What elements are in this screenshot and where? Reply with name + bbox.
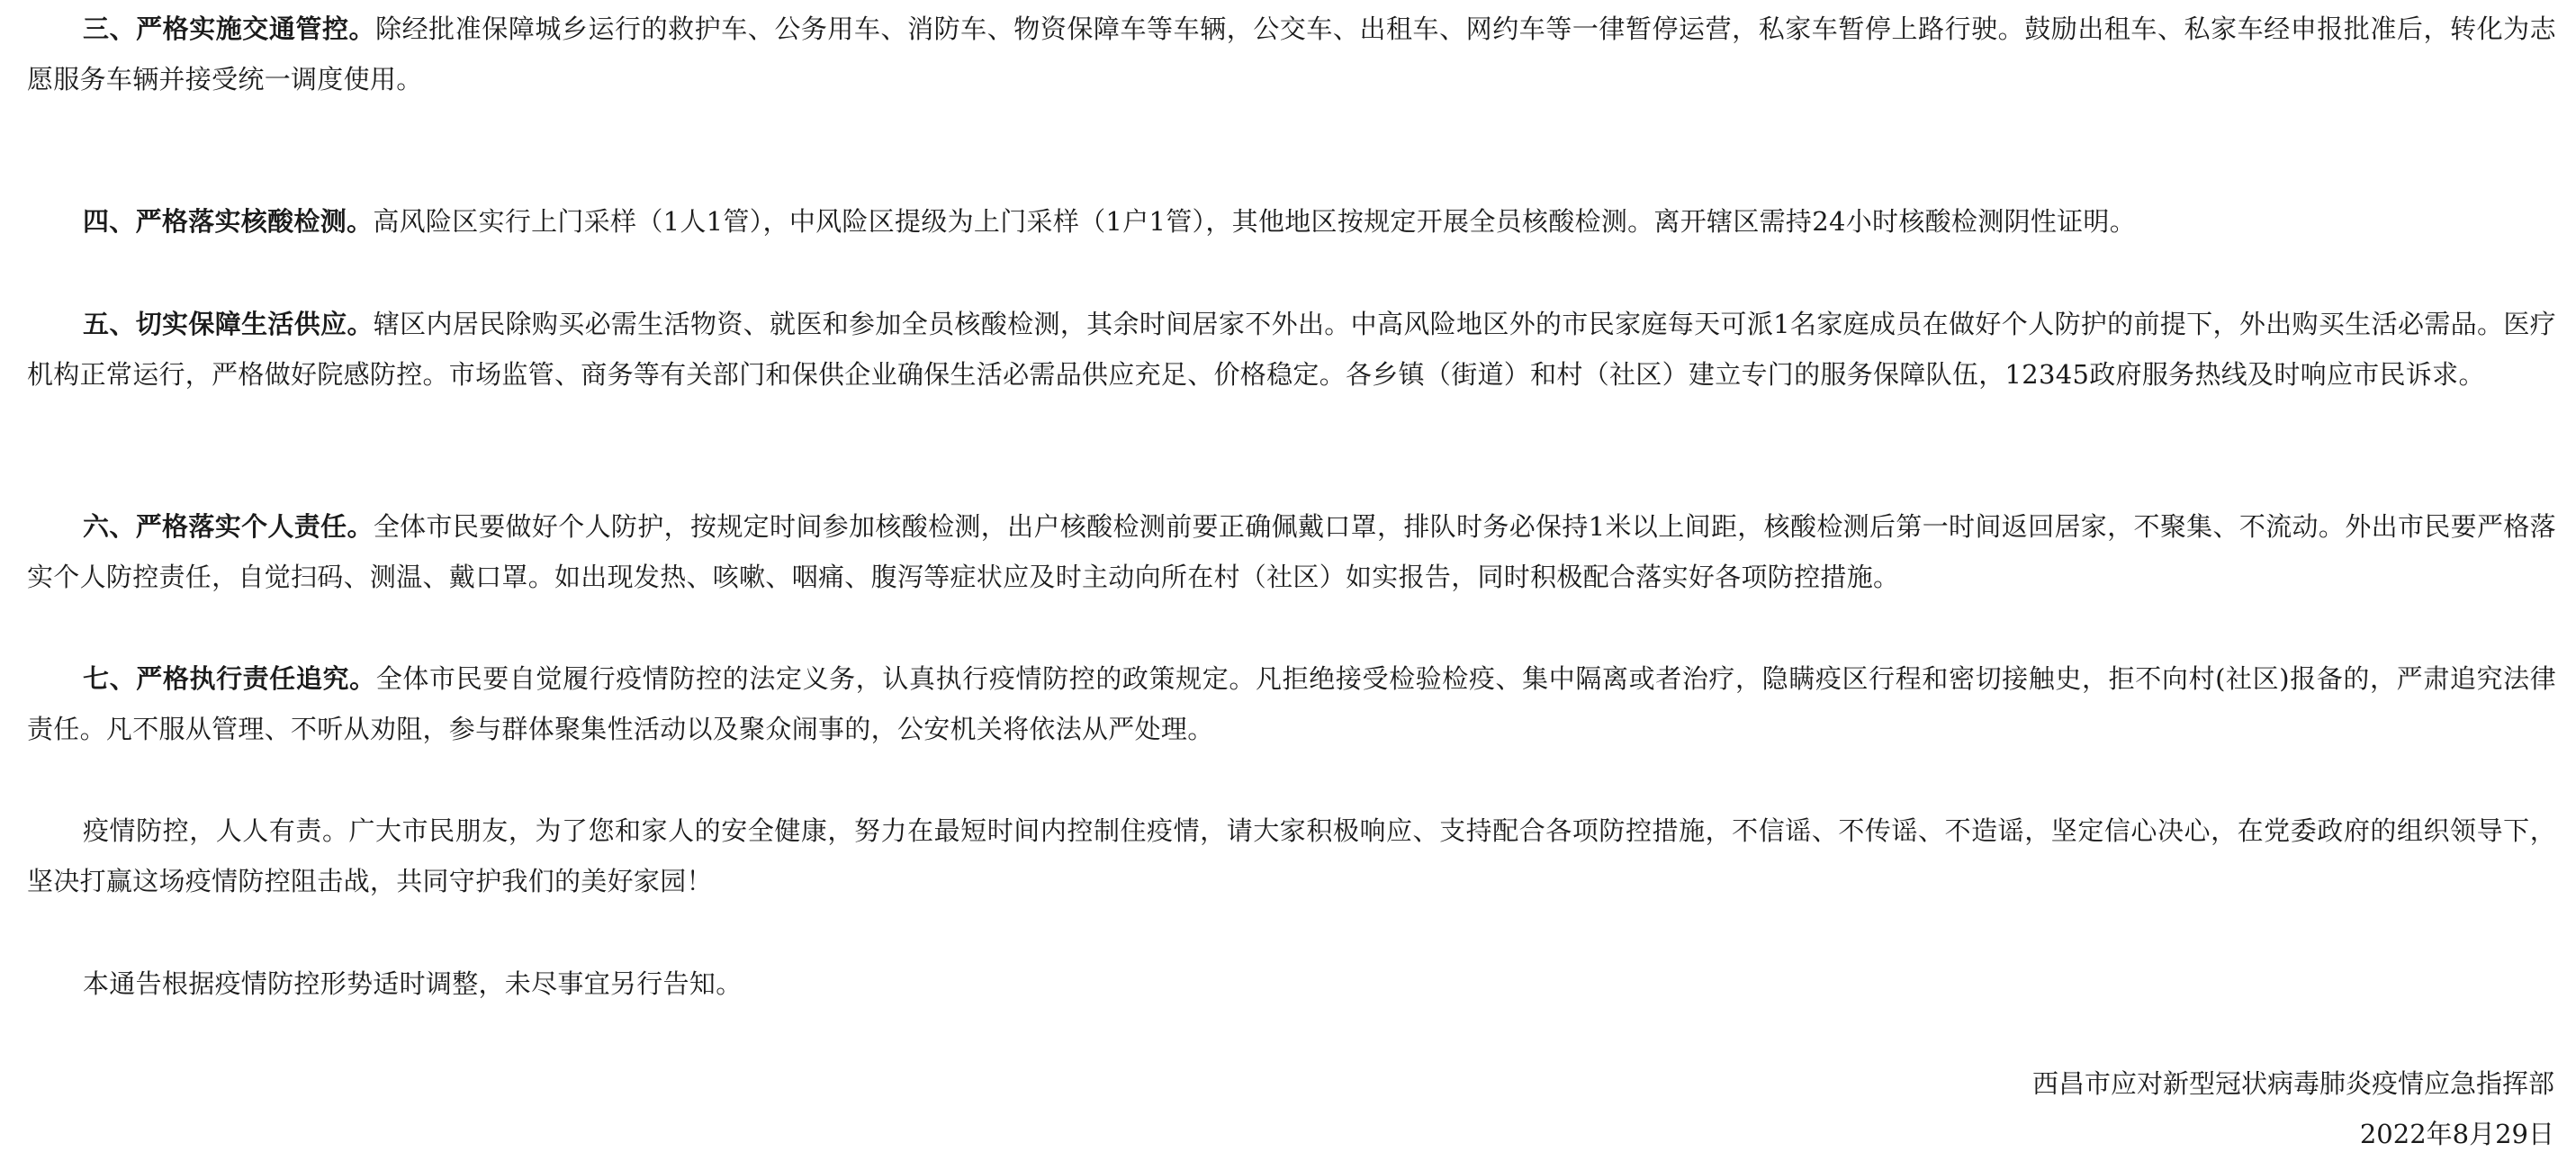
paragraph-body: 疫情防控，人人有责。广大市民朋友，为了您和家人的安全健康，努力在最短时间内控制住疫情，请大家积极响应、支持配合各项防控措施，不信谣、不传谣、不造谣，坚定信心决心，在党委政府的组织领导下，坚决打赢这场疫情防控阻击战，共同守护我们的美好家园！ bbox=[27, 815, 2556, 896]
paragraph-personal-responsibility bbox=[27, 501, 2556, 602]
paragraph-heading: 四、严格落实核酸检测。 bbox=[83, 206, 374, 237]
paragraph-heading: 三、严格实施交通管控。 bbox=[83, 14, 376, 44]
paragraph-appeal bbox=[27, 806, 2556, 906]
paragraph-heading: 五、切实保障生活供应。 bbox=[83, 309, 374, 339]
paragraph-living-supply bbox=[27, 299, 2556, 400]
paragraph-body: 除经批准保障城乡运行的救护车、公务用车、消防车、物资保障车等车辆，公交车、出租车、网约车等一律暂停运营，私家车暂停上路行驶。鼓励出租车、私家车经申报批准后，转化为志愿服务车辆并接受统一调度使用。 bbox=[27, 14, 2556, 94]
paragraph-adjustment-note bbox=[27, 958, 2556, 1009]
paragraph-heading: 七、严格执行责任追究。 bbox=[83, 663, 376, 694]
paragraph-body: 全体市民要做好个人防护，按规定时间参加核酸检测，出户核酸检测前要正确佩戴口罩，排队时务必保持1米以上间距，核酸检测后第一时间返回居家，不聚集、不流动。外出市民要严格落实个人防控责任，自觉扫码、测温、戴口罩。如出现发热、咳嗽、咽痛、腹泻等症状应及时主动向所在村（社区）如实报告，同时积极配合落实好各项防控措施。 bbox=[27, 511, 2556, 592]
paragraph-traffic-control bbox=[27, 4, 2556, 104]
paragraph-body: 高风险区实行上门采样（1人1管），中风险区提级为上门采样（1户1管），其他地区按规定开展全员核酸检测。离开辖区需持24小时核酸检测阴性证明。 bbox=[373, 206, 2137, 237]
paragraph-body: 本通告根据疫情防控形势适时调整，未尽事宜另行告知。 bbox=[83, 968, 743, 999]
signature-date: 2022年8月29日 bbox=[2359, 1119, 2554, 1149]
paragraph-nucleic-testing bbox=[27, 196, 2556, 247]
paragraph-body: 全体市民要自觉履行疫情防控的法定义务，认真执行疫情防控的政策规定。凡拒绝接受检验检疫、集中隔离或者治疗，隐瞒疫区行程和密切接触史，拒不向村(社区)报备的，严肃追究法律责任。凡不服从管理、不听从劝阻，参与群体聚集性活动以及聚众闹事的，公安机关将依法从严处理。 bbox=[27, 663, 2556, 744]
signature-organization: 西昌市应对新型冠状病毒肺炎疫情应急指挥部 bbox=[2031, 1068, 2554, 1099]
paragraph-body: 辖区内居民除购买必需生活物资、就医和参加全员核酸检测，其余时间居家不外出。中高风险地区外的市民家庭每天可派1名家庭成员在做好个人防护的前提下，外出购买生活必需品。医疗机构正常运行，严格做好院感防控。市场监管、商务等有关部门和保供企业确保生活必需品供应充足、价格稳定。各乡镇（街道）和村（社区）建立专门的服务保障队伍，12345政府服务热线及时响应市民诉求。 bbox=[27, 309, 2556, 390]
paragraph-heading: 六、严格落实个人责任。 bbox=[83, 511, 374, 542]
paragraph-accountability bbox=[27, 653, 2556, 754]
